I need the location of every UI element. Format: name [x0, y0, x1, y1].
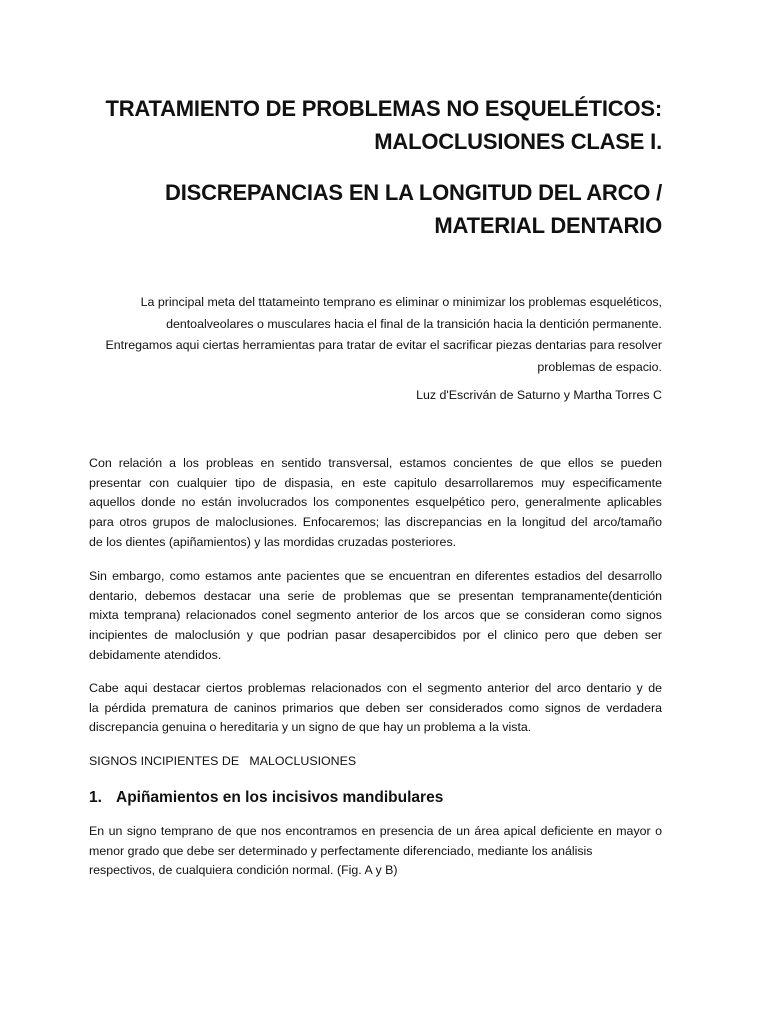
- document-subtitle: [165, 176, 662, 242]
- list-item-number: 1.: [89, 789, 102, 806]
- paragraph-1: [89, 454, 662, 553]
- section-heading: SIGNOS INCIPIENTES DE MALOCLUSIONES: [89, 754, 357, 768]
- paragraph-line: incipientes de maloclusión y que podrian pasar desapercibidos por el clinico pero que deben ser: [89, 628, 662, 643]
- paragraph-line: Con relación a los probleas en sentido transversal, estamos concientes de que ellos se pueden: [89, 456, 662, 470]
- paragraph-3: [89, 679, 662, 738]
- intro-quote: [62, 292, 662, 378]
- paragraph-line: menor grado que debe ser determinado y perfectamente diferenciado, mediante los análisis: [89, 843, 593, 858]
- paragraph-line: dentario, debemos destacar una serie de problemas que se presentan tempranamente(dentición: [89, 588, 662, 603]
- paragraph-line: para otros grupos de maloclusiones. Enfocaremos; las discrepancias en la longitud del arco/tamaño: [89, 515, 662, 530]
- paragraph-line: Sin embargo, como estamos ante pacientes que se encuentran en diferentes estadios del desarrollo: [89, 569, 662, 583]
- paragraph-line: En un signo temprano de que nos encontramos en presencia de un área apical deficiente en mayor o: [89, 824, 662, 838]
- list-item-title: Apiñamientos en los incisivos mandibulares: [116, 789, 444, 806]
- subtitle-line-2: MATERIAL DENTARIO: [434, 213, 662, 238]
- paragraph-2: [89, 567, 662, 666]
- title-line-1: TRATAMIENTO DE PROBLEMAS NO ESQUELÉTICOS:: [105, 96, 662, 121]
- document-title: [106, 92, 663, 158]
- subtitle-line-1: DISCREPANCIAS EN LA LONGITUD DEL ARCO /: [165, 180, 662, 205]
- intro-line: La principal meta del ttatameinto temprano es eliminar o minimizar los problemas esqueléticos,: [140, 295, 662, 309]
- intro-line: Entregamos aqui ciertas herramientas para tratar de evitar el sacrificar piezas dentarias para resolver: [105, 338, 662, 352]
- paragraph-line: aquellos donde no están involucrados los componentes esquelpético pero, generalmente aplicables: [89, 495, 662, 510]
- paragraph-4: [89, 822, 662, 881]
- paragraph-line: mixta temprana) relacionados conel segmento anterior de los arcos que se consideran como signos: [89, 608, 662, 623]
- paragraph-line: respectivos, de cualquiera condición normal. (Fig. A y B): [89, 863, 398, 878]
- paragraph-line: Cabe aqui destacar ciertos problemas relacionados con el segmento anterior del arco dentario y de: [89, 681, 662, 695]
- paragraph-line: presentar con cualquier tipo de dispasia, en este capitulo desarrollaremos muy especificamente: [89, 475, 662, 490]
- paragraph-line: la pérdida prematura de caninos primarios que deben ser considerados como signos de verdadera: [89, 700, 662, 715]
- intro-authors: Luz d'Escriván de Saturno y Martha Torres C: [416, 388, 662, 402]
- list-item-heading: [89, 786, 443, 810]
- intro-line: problemas de espacio.: [537, 359, 662, 374]
- title-line-2: MALOCLUSIONES CLASE I.: [374, 129, 662, 154]
- intro-line: dentoalveolares o musculares hacia el final de la transición hacia la dentición permanente.: [166, 316, 662, 331]
- paragraph-line: debidamente atendidos.: [89, 647, 222, 662]
- paragraph-line: discrepancia genuina o hereditaria y un signo de que hay un problema a la vista.: [89, 720, 532, 735]
- paragraph-line: de los dientes (apiñamientos) y las mordidas cruzadas posteriores.: [89, 534, 457, 549]
